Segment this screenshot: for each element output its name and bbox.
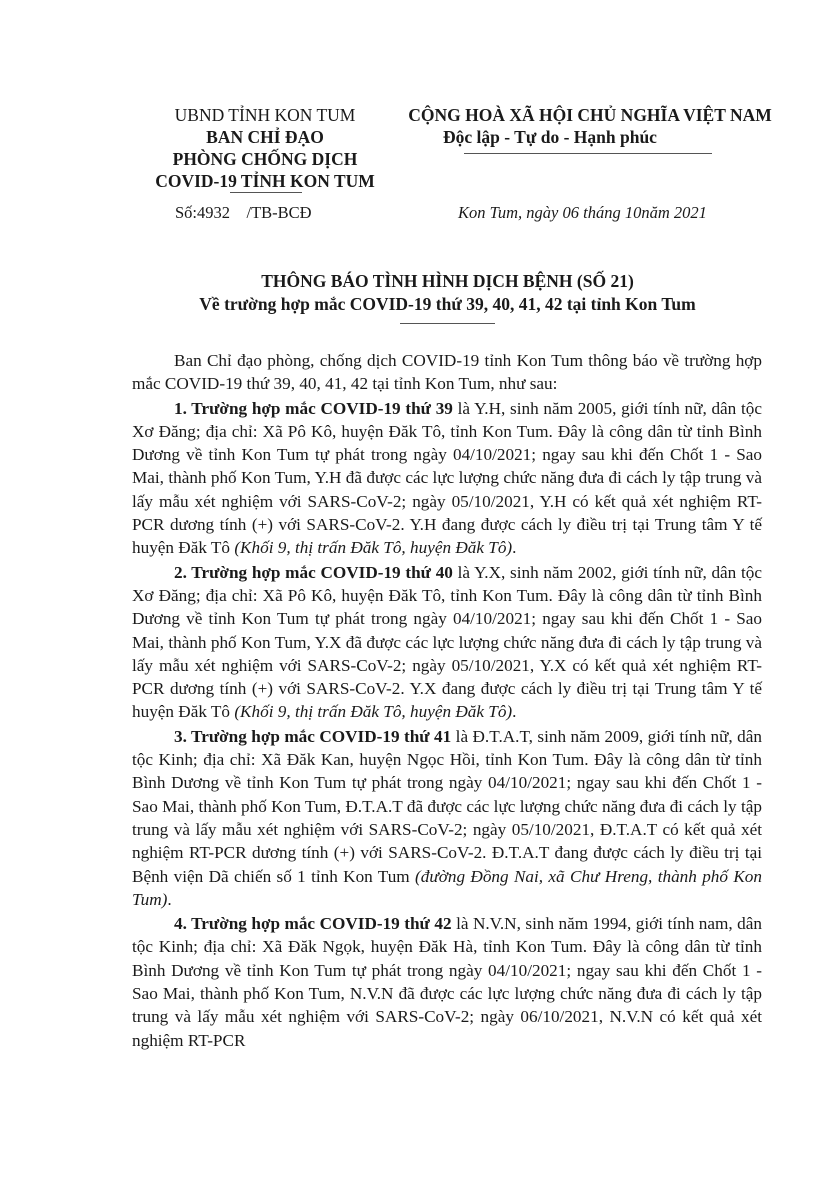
notice-subtitle: Về trường hợp mắc COVID-19 thứ 39, 40, 41, 42 tại tỉnh Kon Tum bbox=[199, 294, 696, 314]
committee-function: PHÒNG CHỐNG DỊCH bbox=[172, 149, 358, 169]
case-details: là Y.H, sinh năm 2005, giới tính nữ, dân tộc Xơ Đăng; địa chỉ: Xã Pô Kô, huyện Đăk Tô, tỉnh Kon Tum. Đây là công dân từ tỉnh Bình Dương về tỉnh Kon Tum tự phát trong ngày 04/10/2021; ngay sau khi đến Chốt 1 - Sao Mai, thành phố Kon Tum, Y.H đã được các lực lượng chức năng đưa đi cách ly tập trung và lấy mẫu xét nghiệm với SARS-CoV-2; ngày 05/10/2021, Y.H có kết quả xét nghiệm RT-PCR dương tính (+) với SARS-CoV-2. Y.H đang được cách ly điều trị tại Trung tâm Y tế huyện Đăk Tô bbox=[132, 398, 762, 558]
steering-committee: BAN CHỈ ĐẠO bbox=[206, 127, 324, 147]
case-end: . bbox=[512, 702, 517, 722]
case-heading: 1. Trường hợp mắc COVID-19 thứ 39 bbox=[174, 398, 453, 418]
case-details: là Đ.T.A.T, sinh năm 2009, giới tính nữ, dân tộc Kinh; địa chỉ: Xã Đăk Kan, huyện Ngọc Hồi, tỉnh Kon Tum. Đây là công dân từ tỉnh Bình Dương về tỉnh Kon Tum tự phát trong ngày 04/10/2021; ngay sau khi đến Chốt 1 - Sao Mai, thành phố Kon Tum, Đ.T.A.T đã được các lực lượng chức năng đưa đi cách ly tập trung và lấy mẫu xét nghiệm với SARS-CoV-2; ngày 05/10/2021, Đ.T.A.T có kết quả xét nghiệm RT-PCR dương tính (+) với SARS-CoV-2. Đ.T.A.T đang được cách ly điều trị tại Bệnh viện Dã chiến số 1 tỉnh Kon Tum bbox=[132, 726, 762, 886]
issue-date: Kon Tum, ngày 06 tháng 10năm 2021 bbox=[458, 203, 707, 222]
case-location: (Khối 9, thị trấn Đăk Tô, huyện Đăk Tô) bbox=[234, 702, 513, 722]
case-location: (đường Đồng Nai, xã Chư Hreng, thành phố Kon Tum) bbox=[132, 866, 762, 909]
case-heading: 2. Trường hợp mắc COVID-19 thứ 40 bbox=[174, 562, 453, 582]
case-heading: 4. Trường hợp mắc COVID-19 thứ 42 bbox=[174, 914, 452, 934]
title-underline bbox=[400, 323, 495, 324]
authority-underline bbox=[230, 192, 302, 193]
motto-underline bbox=[464, 153, 712, 154]
case-paragraph bbox=[132, 912, 762, 1052]
case-end: . bbox=[167, 889, 172, 909]
case-details: là N.V.N, sinh năm 1994, giới tính nam, dân tộc Kinh; địa chỉ: Xã Đăk Ngọk, huyện Đăk Hà, tỉnh Kon Tum. Đây là công dân từ tỉnh Bình Dương về tỉnh Kon Tum tự phát trong ngày 04/10/2021; ngay sau khi đến Chốt 1 - Sao Mai, thành phố Kon Tum, N.V.N đã được các lực lượng chức năng đưa đi cách ly tập trung và lấy mẫu xét nghiệm với SARS-CoV-2; ngày 06/10/2021, N.V.N có kết quả xét nghiệm RT-PCR bbox=[132, 914, 762, 1050]
case-details: là Y.X, sinh năm 2002, giới tính nữ, dân tộc Xơ Đăng; địa chỉ: Xã Pô Kô, huyện Đăk Tô, tỉnh Kon Tum. Đây là công dân từ tỉnh Bình Dương về tỉnh Kon Tum tự phát trong ngày 04/10/2021; ngay sau khi đến Chốt 1 - Sao Mai, thành phố Kon Tum, Y.X đã được các lực lượng chức năng đưa đi cách ly tập trung và lấy mẫu xét nghiệm với SARS-CoV-2; ngày 05/10/2021, Y.X có kết quả xét nghiệm RT-PCR dương tính (+) với SARS-CoV-2. Y.X đang được cách ly điều trị tại Trung tâm Y tế huyện Đăk Tô bbox=[132, 562, 762, 722]
committee-scope: COVID-19 TỈNH KON TUM bbox=[155, 171, 375, 191]
issuing-authority bbox=[135, 104, 395, 192]
province-committee: UBND TỈNH KON TUM bbox=[174, 105, 356, 125]
intro-paragraph: Ban Chỉ đạo phòng, chống dịch COVID-19 tỉnh Kon Tum thông báo về trường hợp mắc COVID-19 thứ 39, 40, 41, 42 tại tỉnh Kon Tum, như sau: bbox=[132, 351, 762, 394]
case-paragraph bbox=[132, 397, 762, 560]
national-motto: Độc lập - Tự do - Hạnh phúc bbox=[443, 127, 657, 147]
notice-title: THÔNG BÁO TÌNH HÌNH DỊCH BỆNH (SỐ 21) bbox=[261, 271, 634, 291]
case-heading: 3. Trường hợp mắc COVID-19 thứ 41 bbox=[174, 726, 452, 746]
case-paragraph bbox=[132, 561, 762, 724]
national-title: CỘNG HOÀ XÃ HỘI CHỦ NGHĨA VIỆT NAM bbox=[408, 105, 772, 125]
document-number: Số:4932 /TB-BCĐ bbox=[175, 203, 312, 222]
case-location: (Khối 9, thị trấn Đăk Tô, huyện Đăk Tô) bbox=[234, 538, 513, 558]
case-paragraph bbox=[132, 725, 762, 911]
case-end: . bbox=[512, 538, 517, 558]
notice-body bbox=[132, 349, 762, 1052]
